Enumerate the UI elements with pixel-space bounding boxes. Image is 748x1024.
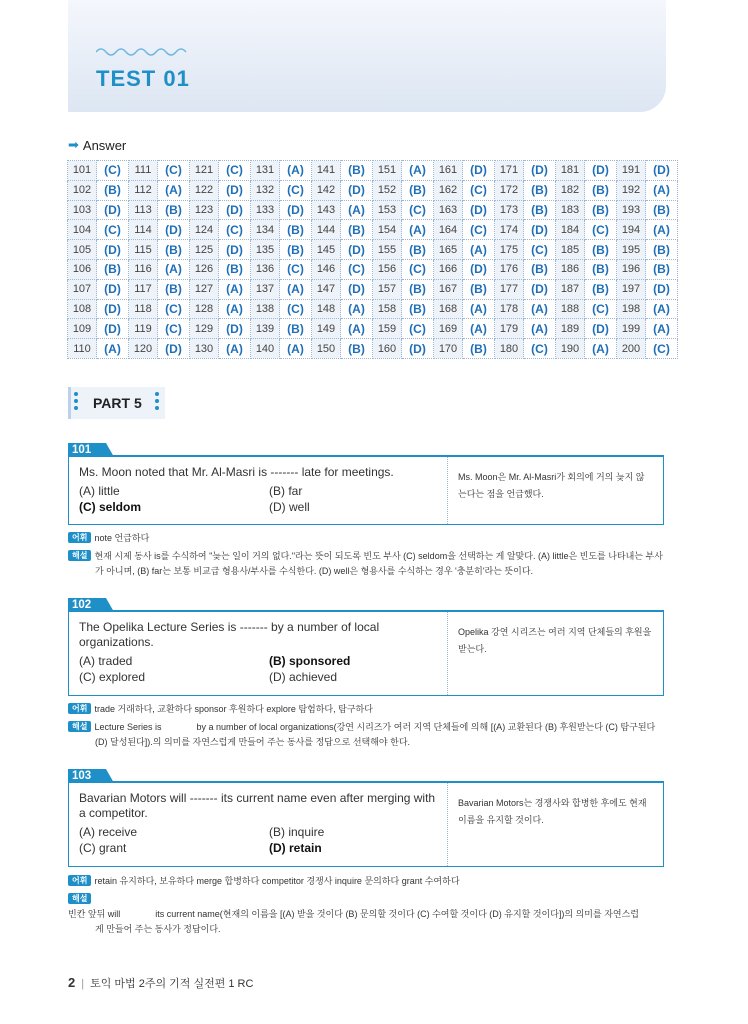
answer-choice: (B) (585, 180, 617, 200)
answer-question-number: 146 (312, 259, 341, 279)
answer-question-number: 167 (434, 279, 463, 299)
answer-choice: (C) (524, 240, 556, 260)
explanation-note (68, 720, 664, 750)
answer-choice: (B) (463, 279, 495, 299)
answer-question-number: 157 (373, 279, 402, 299)
answer-row (68, 279, 678, 299)
answer-question-number: 145 (312, 240, 341, 260)
answer-choice: (B) (158, 240, 190, 260)
answer-question-number: 182 (556, 180, 585, 200)
answer-question-number: 143 (312, 200, 341, 220)
answer-choice: (A) (158, 180, 190, 200)
answer-choice: (B) (219, 259, 251, 279)
answer-question-number: 139 (251, 319, 280, 339)
option: (A) little (79, 484, 120, 498)
answer-question-number: 187 (556, 279, 585, 299)
answer-choice: (A) (280, 339, 312, 359)
answer-choice: (B) (402, 299, 434, 319)
answer-choice: (A) (463, 319, 495, 339)
option: (C) grant (79, 841, 127, 855)
answer-choice: (A) (280, 161, 312, 181)
answer-question-number: 130 (190, 339, 219, 359)
answer-choice: (A) (524, 299, 556, 319)
answer-row (68, 240, 678, 260)
answer-choice: (D) (97, 299, 129, 319)
option: (A) receive (79, 825, 138, 839)
answer-question-number: 156 (373, 259, 402, 279)
answer-choice: (A) (97, 339, 129, 359)
answer-question-number: 126 (190, 259, 219, 279)
question-number-tag: 102 (68, 598, 106, 612)
answer-choice: (C) (463, 220, 495, 240)
answer-question-number: 169 (434, 319, 463, 339)
answer-question-number: 124 (190, 220, 219, 240)
answer-question-number: 178 (495, 299, 524, 319)
answer-question-number: 177 (495, 279, 524, 299)
vocab-tag: 어휘 (68, 703, 91, 714)
answer-choice: (B) (524, 180, 556, 200)
answer-question-number: 120 (129, 339, 158, 359)
answer-question-number: 190 (556, 339, 585, 359)
answer-question-number: 192 (617, 180, 646, 200)
question-left (69, 783, 447, 866)
question-number-tag: 101 (68, 443, 106, 457)
options (79, 483, 437, 515)
answer-question-number: 113 (129, 200, 158, 220)
answer-choice: (C) (219, 161, 251, 181)
answer-question-number: 174 (495, 220, 524, 240)
answer-question-number: 149 (312, 319, 341, 339)
answer-choice: (B) (646, 259, 678, 279)
answer-choice: (B) (646, 240, 678, 260)
answer-question-number: 134 (251, 220, 280, 240)
book-title: 토익 마법 2주의 기적 실전편 1 RC (90, 978, 254, 990)
answer-question-number: 118 (129, 299, 158, 319)
answer-row (68, 200, 678, 220)
answer-choice: (B) (158, 200, 190, 220)
answer-choice: (C) (97, 161, 129, 181)
answer-row (68, 259, 678, 279)
answer-choice: (D) (280, 200, 312, 220)
explanation-note (68, 892, 664, 937)
answer-choice: (C) (158, 299, 190, 319)
answer-question-number: 160 (373, 339, 402, 359)
answer-choice: (D) (219, 319, 251, 339)
question-stem: The Opelika Lecture Series is ------- by a number of local organizations. (79, 620, 380, 649)
answer-choice: (B) (341, 339, 373, 359)
answer-question-number: 128 (190, 299, 219, 319)
answer-question-number: 184 (556, 220, 585, 240)
answer-choice: (B) (280, 240, 312, 260)
answer-choice: (D) (585, 319, 617, 339)
vocab-tag: 어휘 (68, 532, 91, 543)
answer-question-number: 127 (190, 279, 219, 299)
answer-question-number: 133 (251, 200, 280, 220)
answer-choice: (C) (280, 180, 312, 200)
answer-row (68, 180, 678, 200)
option-correct: (C) seldom (79, 500, 142, 514)
answer-choice: (D) (97, 200, 129, 220)
answer-choice: (C) (280, 299, 312, 319)
answer-question-number: 137 (251, 279, 280, 299)
answer-row (68, 161, 678, 181)
answer-choice: (A) (341, 319, 373, 339)
answer-choice: (B) (585, 259, 617, 279)
answer-choice: (C) (585, 220, 617, 240)
answer-choice: (A) (646, 180, 678, 200)
answer-choice: (C) (585, 299, 617, 319)
answer-choice: (D) (158, 220, 190, 240)
answer-choice: (C) (646, 339, 678, 359)
answer-choice: (B) (524, 259, 556, 279)
answer-choice: (D) (524, 161, 556, 181)
answer-choice: (B) (524, 200, 556, 220)
answer-question-number: 188 (556, 299, 585, 319)
vocab-text: trade 거래하다, 교환하다 sponsor 후원하다 explore 탐험하다, 탐구하다 (94, 704, 373, 714)
answer-question-number: 132 (251, 180, 280, 200)
options (79, 824, 437, 856)
answer-question-number: 121 (190, 161, 219, 181)
answer-question-number: 142 (312, 180, 341, 200)
answer-question-number: 197 (617, 279, 646, 299)
answer-question-number: 138 (251, 299, 280, 319)
answer-choice: (A) (402, 161, 434, 181)
option-correct: (D) retain (269, 841, 322, 855)
answer-question-number: 112 (129, 180, 158, 200)
answer-choice: (A) (219, 279, 251, 299)
answer-question-number: 117 (129, 279, 158, 299)
answer-question-number: 181 (556, 161, 585, 181)
vocab-note (68, 874, 460, 889)
answer-question-number: 152 (373, 180, 402, 200)
option: (A) traded (79, 654, 133, 668)
answer-choice: (B) (280, 319, 312, 339)
answer-choice: (D) (219, 180, 251, 200)
question-translation: Bavarian Motors는 경쟁사와 합병한 후에도 현재 이름을 유지할 것이다. (447, 783, 663, 866)
answer-choice: (B) (280, 220, 312, 240)
answer-question-number: 131 (251, 161, 280, 181)
answer-question-number: 183 (556, 200, 585, 220)
dots-icon (74, 392, 79, 410)
part-label-box (68, 387, 165, 419)
answer-question-number: 141 (312, 161, 341, 181)
answer-question-number: 116 (129, 259, 158, 279)
answer-question-number: 114 (129, 220, 158, 240)
question-translation: Opelika 강연 시리즈는 여러 지역 단체들의 후원을 받는다. (447, 612, 663, 695)
answer-choice: (B) (341, 220, 373, 240)
vocab-note (68, 531, 149, 546)
answer-choice: (C) (97, 220, 129, 240)
answer-question-number: 123 (190, 200, 219, 220)
answer-choice: (A) (219, 299, 251, 319)
answer-choice: (D) (341, 180, 373, 200)
option: (D) well (269, 500, 310, 514)
answer-choice: (D) (585, 161, 617, 181)
answer-choice: (A) (402, 220, 434, 240)
answer-question-number: 165 (434, 240, 463, 260)
answer-choice: (A) (280, 279, 312, 299)
vocab-tag: 어휘 (68, 875, 91, 886)
answer-choice: (D) (158, 339, 190, 359)
answer-choice: (B) (158, 279, 190, 299)
answer-question-number: 179 (495, 319, 524, 339)
answer-question-number: 154 (373, 220, 402, 240)
option: (C) explored (79, 670, 146, 684)
answer-choice: (B) (463, 339, 495, 359)
explain-tag: 해설 (68, 893, 91, 904)
answer-choice: (B) (97, 180, 129, 200)
answer-question-number: 189 (556, 319, 585, 339)
answer-question-number: 106 (68, 259, 97, 279)
question-box (68, 455, 664, 525)
answer-choice: (D) (97, 240, 129, 260)
answer-choice: (D) (463, 259, 495, 279)
answer-question-number: 155 (373, 240, 402, 260)
question-left (69, 612, 447, 695)
answer-choice: (B) (402, 240, 434, 260)
answer-choice: (C) (158, 319, 190, 339)
answer-question-number: 105 (68, 240, 97, 260)
answer-row (68, 299, 678, 319)
answer-choice: (D) (646, 279, 678, 299)
answer-choice: (C) (402, 259, 434, 279)
test-banner (68, 0, 666, 112)
answer-choice: (D) (219, 240, 251, 260)
answer-question-number: 153 (373, 200, 402, 220)
answer-choice: (D) (402, 339, 434, 359)
answer-question-number: 102 (68, 180, 97, 200)
answer-question-number: 163 (434, 200, 463, 220)
explain-text: 현재 시제 동사 is를 수식하여 "늦는 일이 거의 없다."라는 뜻이 되도록 빈도 부사 (C) seldom을 선택하는 게 알맞다. (A) little은 빈도를 나타내는 부사 (94, 551, 663, 561)
answer-choice: (A) (646, 220, 678, 240)
answer-question-number: 151 (373, 161, 402, 181)
answer-question-number: 171 (495, 161, 524, 181)
answer-question-number: 199 (617, 319, 646, 339)
option: (D) achieved (269, 670, 338, 684)
answer-question-number: 172 (495, 180, 524, 200)
dots-icon (155, 392, 160, 410)
answer-question-number: 101 (68, 161, 97, 181)
part-label: PART 5 (93, 395, 142, 411)
answer-choice: (A) (585, 339, 617, 359)
answer-choice: (A) (524, 319, 556, 339)
vocab-note (68, 702, 373, 717)
answer-question-number: 168 (434, 299, 463, 319)
answer-question-number: 158 (373, 299, 402, 319)
answer-choice: (B) (402, 180, 434, 200)
answer-question-number: 135 (251, 240, 280, 260)
answer-question-number: 110 (68, 339, 97, 359)
answer-choice: (B) (646, 200, 678, 220)
answer-question-number: 161 (434, 161, 463, 181)
answer-question-number: 147 (312, 279, 341, 299)
question-stem: Ms. Moon noted that Mr. Al-Masri is ------- late for meetings. (79, 465, 394, 479)
options (79, 653, 437, 685)
answer-choice: (D) (341, 279, 373, 299)
answer-question-number: 196 (617, 259, 646, 279)
answer-choice: (B) (402, 279, 434, 299)
answer-question-number: 193 (617, 200, 646, 220)
answer-question-number: 195 (617, 240, 646, 260)
answer-question-number: 107 (68, 279, 97, 299)
question-number-tag: 103 (68, 769, 106, 783)
test-title: TEST 01 (96, 66, 190, 91)
answer-choice: (C) (280, 259, 312, 279)
answer-question-number: 164 (434, 220, 463, 240)
explain-tag: 해설 (68, 550, 91, 561)
answer-choice: (A) (463, 240, 495, 260)
option-correct: (B) sponsored (269, 654, 351, 668)
answer-heading-label: Answer (82, 137, 127, 153)
answer-question-number: 140 (251, 339, 280, 359)
answer-choice: (B) (585, 200, 617, 220)
explain-text: Lecture Series is by a number of local organizations(강연 시리즈가 여러 지역 단체들에 의해 [(A) 교환된다 (B) 후원받는다 (C) 탐구된다 (94, 722, 656, 732)
answer-choice: (B) (97, 259, 129, 279)
answer-choice: (C) (341, 259, 373, 279)
answer-choice: (C) (402, 200, 434, 220)
answer-choice: (B) (585, 279, 617, 299)
answer-choice: (C) (158, 161, 190, 181)
option: (B) inquire (269, 825, 325, 839)
answer-choice: (D) (524, 279, 556, 299)
answer-question-number: 148 (312, 299, 341, 319)
page-number: 2 (68, 975, 76, 990)
answer-question-number: 104 (68, 220, 97, 240)
answer-question-number: 129 (190, 319, 219, 339)
answer-choice: (C) (463, 180, 495, 200)
answer-question-number: 115 (129, 240, 158, 260)
vocab-text: note 언급하다 (94, 533, 150, 543)
answer-question-number: 170 (434, 339, 463, 359)
explain-tag: 해설 (68, 721, 91, 732)
answer-question-number: 103 (68, 200, 97, 220)
answer-choice: (A) (341, 299, 373, 319)
answer-question-number: 200 (617, 339, 646, 359)
page-footer (68, 975, 253, 991)
answer-choice: (A) (646, 299, 678, 319)
answer-choice: (D) (646, 161, 678, 181)
answer-choice: (D) (341, 240, 373, 260)
footer-separator: | (81, 978, 85, 990)
answer-row (68, 339, 678, 359)
answer-choice: (A) (158, 259, 190, 279)
answer-question-number: 175 (495, 240, 524, 260)
answer-question-number: 198 (617, 299, 646, 319)
answer-question-number: 180 (495, 339, 524, 359)
explain-text-cont: 가 아니며, (B) far는 보통 비교급 형용사/부사를 수식한다. (D) well은 형용사를 수식하는 경우 '충분히'라는 뜻이다. (95, 566, 534, 576)
answer-question-number: 185 (556, 240, 585, 260)
explain-text-cont: 게 만들어 주는 동사가 정답이다. (95, 924, 221, 934)
question-translation: Ms. Moon은 Mr. Al-Masri가 회의에 거의 늦지 않는다는 점을 언급했다. (447, 457, 663, 524)
answer-choice: (D) (463, 161, 495, 181)
answer-choice: (A) (219, 339, 251, 359)
explain-text: 빈칸 앞뒤 will its current name(현재의 이름을 [(A) 받을 것이다 (B) 문의할 것이다 (C) 수여할 것이다 (D) 유지할 것이다])의 의미를 자연스럽 (68, 909, 639, 919)
answer-question-number: 166 (434, 259, 463, 279)
answer-choice: (B) (341, 161, 373, 181)
wave-decoration-icon (96, 46, 188, 58)
answer-question-number: 111 (129, 161, 158, 181)
answer-choice: (A) (341, 200, 373, 220)
question-left (69, 457, 447, 524)
answer-question-number: 109 (68, 319, 97, 339)
answer-question-number: 108 (68, 299, 97, 319)
answer-choice: (A) (646, 319, 678, 339)
question-box (68, 781, 664, 867)
vocab-text: retain 유지하다, 보유하다 merge 합병하다 competitor 경쟁사 inquire 문의하다 grant 수여하다 (94, 876, 460, 886)
question-box (68, 610, 664, 696)
answer-question-number: 150 (312, 339, 341, 359)
answer-question-number: 173 (495, 200, 524, 220)
answer-choice: (A) (463, 299, 495, 319)
explanation-note (68, 549, 664, 579)
answer-question-number: 186 (556, 259, 585, 279)
answer-choice: (C) (524, 339, 556, 359)
answer-question-number: 122 (190, 180, 219, 200)
answer-question-number: 162 (434, 180, 463, 200)
answer-heading (68, 137, 126, 153)
answer-choice: (C) (402, 319, 434, 339)
answer-question-number: 159 (373, 319, 402, 339)
option: (B) far (269, 484, 303, 498)
question-stem: Bavarian Motors will ------- its current name even after merging with a competitor. (79, 791, 436, 820)
arrow-right-icon: ➡ (68, 137, 79, 152)
answer-question-number: 125 (190, 240, 219, 260)
answer-question-number: 176 (495, 259, 524, 279)
answer-question-number: 144 (312, 220, 341, 240)
explain-text-cont: (D) 달성된다]).의 의미를 자연스럽게 만들어 주는 동사를 정답으로 선택해야 한다. (95, 737, 411, 747)
answer-choice: (C) (219, 220, 251, 240)
answer-choice: (D) (463, 200, 495, 220)
answer-question-number: 194 (617, 220, 646, 240)
answer-key-table (67, 160, 678, 359)
answer-choice: (D) (524, 220, 556, 240)
answer-question-number: 136 (251, 259, 280, 279)
answer-choice: (B) (585, 240, 617, 260)
answer-question-number: 191 (617, 161, 646, 181)
answer-choice: (D) (219, 200, 251, 220)
answer-row (68, 220, 678, 240)
answer-choice: (D) (97, 279, 129, 299)
answer-choice: (D) (97, 319, 129, 339)
answer-question-number: 119 (129, 319, 158, 339)
answer-row (68, 319, 678, 339)
